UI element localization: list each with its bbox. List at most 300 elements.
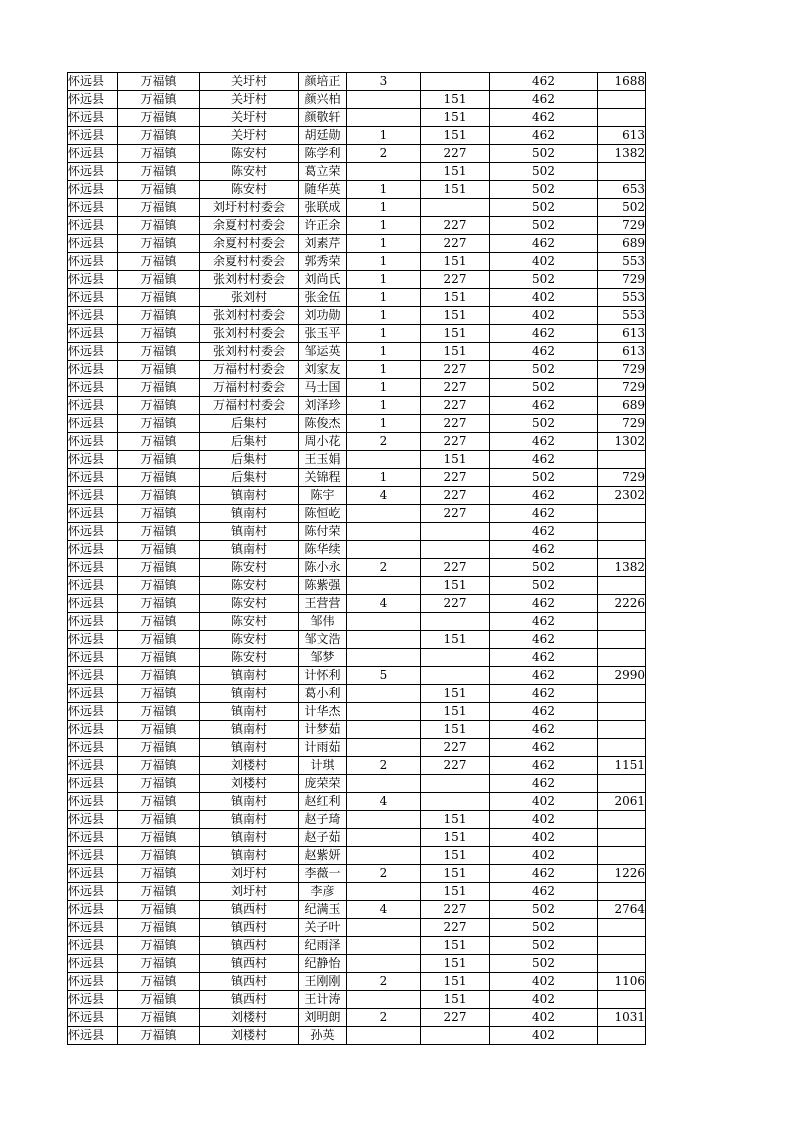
- amount-a-cell: 151: [421, 703, 490, 721]
- amount-b-cell: 462: [490, 631, 598, 649]
- village-cell: 陈安村: [200, 163, 299, 181]
- name-cell: 陈华续: [299, 541, 347, 559]
- total-cell: 553: [598, 307, 646, 325]
- village-cell: 张刘村: [200, 289, 299, 307]
- name-cell: 纪满玉: [299, 901, 347, 919]
- county-cell: 怀远县: [68, 739, 118, 757]
- amount-a-cell: 227: [421, 487, 490, 505]
- total-cell: 1031: [598, 1009, 646, 1027]
- amount-a-cell: [421, 541, 490, 559]
- count-cell: 2: [347, 1009, 421, 1027]
- county-cell: 怀远县: [68, 91, 118, 109]
- name-cell: 刘素芹: [299, 235, 347, 253]
- amount-a-cell: 151: [421, 127, 490, 145]
- county-cell: 怀远县: [68, 595, 118, 613]
- table-row: [68, 145, 646, 163]
- amount-a-cell: 227: [421, 433, 490, 451]
- count-cell: [347, 829, 421, 847]
- village-cell: 万福村村委会: [200, 361, 299, 379]
- amount-b-cell: 462: [490, 91, 598, 109]
- name-cell: 庞荣荣: [299, 775, 347, 793]
- total-cell: 613: [598, 325, 646, 343]
- town-cell: 万福镇: [118, 163, 200, 181]
- total-cell: 689: [598, 397, 646, 415]
- total-cell: 613: [598, 343, 646, 361]
- county-cell: 怀远县: [68, 253, 118, 271]
- county-cell: 怀远县: [68, 73, 118, 91]
- village-cell: 镇南村: [200, 811, 299, 829]
- name-cell: 李彦: [299, 883, 347, 901]
- count-cell: 3: [347, 73, 421, 91]
- table-row: [68, 541, 646, 559]
- total-cell: [598, 451, 646, 469]
- amount-b-cell: 502: [490, 271, 598, 289]
- town-cell: 万福镇: [118, 577, 200, 595]
- county-cell: 怀远县: [68, 883, 118, 901]
- village-cell: 刘楼村: [200, 775, 299, 793]
- amount-a-cell: 151: [421, 577, 490, 595]
- amount-a-cell: [421, 199, 490, 217]
- total-cell: 729: [598, 217, 646, 235]
- table-row: [68, 379, 646, 397]
- name-cell: 周小花: [299, 433, 347, 451]
- county-cell: 怀远县: [68, 703, 118, 721]
- village-cell: 镇西村: [200, 991, 299, 1009]
- count-cell: [347, 577, 421, 595]
- table-body: [68, 73, 646, 1045]
- town-cell: 万福镇: [118, 541, 200, 559]
- county-cell: 怀远县: [68, 469, 118, 487]
- town-cell: 万福镇: [118, 937, 200, 955]
- county-cell: 怀远县: [68, 721, 118, 739]
- town-cell: 万福镇: [118, 217, 200, 235]
- county-cell: 怀远县: [68, 955, 118, 973]
- amount-a-cell: 227: [421, 145, 490, 163]
- table-row: [68, 559, 646, 577]
- amount-b-cell: 402: [490, 1009, 598, 1027]
- table-row: [68, 577, 646, 595]
- town-cell: 万福镇: [118, 703, 200, 721]
- amount-a-cell: 227: [421, 217, 490, 235]
- amount-b-cell: 402: [490, 847, 598, 865]
- total-cell: [598, 883, 646, 901]
- count-cell: 1: [347, 235, 421, 253]
- name-cell: 刘功勋: [299, 307, 347, 325]
- total-cell: [598, 775, 646, 793]
- name-cell: 邹运英: [299, 343, 347, 361]
- name-cell: 刘家友: [299, 361, 347, 379]
- county-cell: 怀远县: [68, 865, 118, 883]
- amount-a-cell: 151: [421, 181, 490, 199]
- count-cell: [347, 703, 421, 721]
- county-cell: 怀远县: [68, 415, 118, 433]
- name-cell: 孙英: [299, 1027, 347, 1045]
- count-cell: [347, 775, 421, 793]
- name-cell: 邹文浩: [299, 631, 347, 649]
- village-cell: 关圩村: [200, 91, 299, 109]
- total-cell: [598, 523, 646, 541]
- county-cell: 怀远县: [68, 361, 118, 379]
- amount-b-cell: 502: [490, 361, 598, 379]
- county-cell: 怀远县: [68, 307, 118, 325]
- total-cell: 2226: [598, 595, 646, 613]
- amount-a-cell: 151: [421, 163, 490, 181]
- amount-b-cell: 462: [490, 775, 598, 793]
- count-cell: 1: [347, 271, 421, 289]
- amount-a-cell: 151: [421, 883, 490, 901]
- count-cell: [347, 163, 421, 181]
- table-row: [68, 901, 646, 919]
- count-cell: [347, 1027, 421, 1045]
- town-cell: 万福镇: [118, 1009, 200, 1027]
- town-cell: 万福镇: [118, 469, 200, 487]
- village-cell: 余夏村村委会: [200, 217, 299, 235]
- count-cell: 1: [347, 379, 421, 397]
- count-cell: [347, 883, 421, 901]
- village-cell: 余夏村村委会: [200, 235, 299, 253]
- name-cell: 张联成: [299, 199, 347, 217]
- name-cell: 王计涛: [299, 991, 347, 1009]
- name-cell: 邹伟: [299, 613, 347, 631]
- amount-a-cell: 227: [421, 505, 490, 523]
- table-row: [68, 847, 646, 865]
- county-cell: 怀远县: [68, 343, 118, 361]
- count-cell: 1: [347, 289, 421, 307]
- amount-a-cell: 227: [421, 757, 490, 775]
- town-cell: 万福镇: [118, 145, 200, 163]
- count-cell: 4: [347, 793, 421, 811]
- village-cell: 镇南村: [200, 523, 299, 541]
- table-row: [68, 739, 646, 757]
- table-row: [68, 361, 646, 379]
- town-cell: 万福镇: [118, 109, 200, 127]
- town-cell: 万福镇: [118, 793, 200, 811]
- table-row: [68, 217, 646, 235]
- amount-b-cell: 502: [490, 217, 598, 235]
- village-cell: 刘楼村: [200, 1009, 299, 1027]
- count-cell: 1: [347, 181, 421, 199]
- total-cell: [598, 109, 646, 127]
- name-cell: 陈俊杰: [299, 415, 347, 433]
- name-cell: 关子叶: [299, 919, 347, 937]
- count-cell: 4: [347, 487, 421, 505]
- village-cell: 张刘村村委会: [200, 325, 299, 343]
- total-cell: 653: [598, 181, 646, 199]
- table-row: [68, 919, 646, 937]
- amount-b-cell: 502: [490, 919, 598, 937]
- amount-a-cell: 227: [421, 379, 490, 397]
- table-row: [68, 1009, 646, 1027]
- amount-b-cell: 402: [490, 829, 598, 847]
- amount-a-cell: 227: [421, 361, 490, 379]
- amount-b-cell: 462: [490, 73, 598, 91]
- name-cell: 王玉娟: [299, 451, 347, 469]
- amount-b-cell: 462: [490, 325, 598, 343]
- table-row: [68, 487, 646, 505]
- table-row: [68, 469, 646, 487]
- town-cell: 万福镇: [118, 901, 200, 919]
- county-cell: 怀远县: [68, 451, 118, 469]
- amount-b-cell: 462: [490, 235, 598, 253]
- town-cell: 万福镇: [118, 811, 200, 829]
- amount-b-cell: 462: [490, 487, 598, 505]
- table-row: [68, 631, 646, 649]
- county-cell: 怀远县: [68, 379, 118, 397]
- table-row: [68, 883, 646, 901]
- village-cell: 陈安村: [200, 631, 299, 649]
- table-row: [68, 775, 646, 793]
- table-row: [68, 613, 646, 631]
- name-cell: 颜培正: [299, 73, 347, 91]
- amount-b-cell: 502: [490, 379, 598, 397]
- amount-a-cell: 227: [421, 415, 490, 433]
- amount-a-cell: 227: [421, 739, 490, 757]
- total-cell: [598, 829, 646, 847]
- table-row: [68, 757, 646, 775]
- amount-b-cell: 462: [490, 667, 598, 685]
- name-cell: 王营营: [299, 595, 347, 613]
- amount-b-cell: 402: [490, 793, 598, 811]
- total-cell: [598, 721, 646, 739]
- amount-b-cell: 462: [490, 757, 598, 775]
- village-cell: 张刘村村委会: [200, 343, 299, 361]
- county-cell: 怀远县: [68, 145, 118, 163]
- count-cell: 1: [347, 307, 421, 325]
- county-cell: 怀远县: [68, 757, 118, 775]
- name-cell: 葛小利: [299, 685, 347, 703]
- name-cell: 陈付荣: [299, 523, 347, 541]
- amount-b-cell: 502: [490, 199, 598, 217]
- total-cell: 553: [598, 289, 646, 307]
- name-cell: 随华英: [299, 181, 347, 199]
- village-cell: 刘楼村: [200, 757, 299, 775]
- amount-b-cell: 502: [490, 937, 598, 955]
- village-cell: 万福村村委会: [200, 379, 299, 397]
- name-cell: 颜敬轩: [299, 109, 347, 127]
- village-cell: 关圩村: [200, 109, 299, 127]
- total-cell: 553: [598, 253, 646, 271]
- total-cell: 2764: [598, 901, 646, 919]
- amount-a-cell: 151: [421, 631, 490, 649]
- village-cell: 镇南村: [200, 703, 299, 721]
- town-cell: 万福镇: [118, 775, 200, 793]
- name-cell: 赵紫妍: [299, 847, 347, 865]
- count-cell: [347, 541, 421, 559]
- amount-b-cell: 502: [490, 181, 598, 199]
- town-cell: 万福镇: [118, 523, 200, 541]
- village-cell: 刘圩村: [200, 883, 299, 901]
- total-cell: [598, 847, 646, 865]
- name-cell: 纪静怡: [299, 955, 347, 973]
- amount-a-cell: [421, 523, 490, 541]
- town-cell: 万福镇: [118, 667, 200, 685]
- county-cell: 怀远县: [68, 775, 118, 793]
- amount-a-cell: 151: [421, 325, 490, 343]
- town-cell: 万福镇: [118, 721, 200, 739]
- name-cell: 张金伍: [299, 289, 347, 307]
- village-cell: 后集村: [200, 469, 299, 487]
- county-cell: 怀远县: [68, 397, 118, 415]
- amount-b-cell: 462: [490, 523, 598, 541]
- total-cell: 689: [598, 235, 646, 253]
- town-cell: 万福镇: [118, 415, 200, 433]
- count-cell: 1: [347, 343, 421, 361]
- total-cell: [598, 937, 646, 955]
- town-cell: 万福镇: [118, 289, 200, 307]
- county-cell: 怀远县: [68, 937, 118, 955]
- table-row: [68, 163, 646, 181]
- town-cell: 万福镇: [118, 1027, 200, 1045]
- count-cell: 1: [347, 217, 421, 235]
- county-cell: 怀远县: [68, 199, 118, 217]
- total-cell: [598, 613, 646, 631]
- village-cell: 陈安村: [200, 181, 299, 199]
- county-cell: 怀远县: [68, 541, 118, 559]
- total-cell: [598, 955, 646, 973]
- amount-a-cell: 151: [421, 307, 490, 325]
- amount-b-cell: 462: [490, 505, 598, 523]
- town-cell: 万福镇: [118, 271, 200, 289]
- table-row: [68, 649, 646, 667]
- village-cell: 镇南村: [200, 847, 299, 865]
- table-row: [68, 109, 646, 127]
- village-cell: 陈安村: [200, 577, 299, 595]
- table-row: [68, 127, 646, 145]
- total-cell: [598, 811, 646, 829]
- table-row: [68, 235, 646, 253]
- county-cell: 怀远县: [68, 487, 118, 505]
- name-cell: 葛立荣: [299, 163, 347, 181]
- amount-b-cell: 502: [490, 469, 598, 487]
- count-cell: [347, 523, 421, 541]
- county-cell: 怀远县: [68, 127, 118, 145]
- table-row: [68, 829, 646, 847]
- village-cell: 镇南村: [200, 541, 299, 559]
- name-cell: 陈宇: [299, 487, 347, 505]
- county-cell: 怀远县: [68, 649, 118, 667]
- county-cell: 怀远县: [68, 181, 118, 199]
- total-cell: [598, 577, 646, 595]
- village-cell: 镇南村: [200, 667, 299, 685]
- name-cell: 王刚刚: [299, 973, 347, 991]
- count-cell: 1: [347, 415, 421, 433]
- town-cell: 万福镇: [118, 559, 200, 577]
- count-cell: 1: [347, 361, 421, 379]
- amount-b-cell: 462: [490, 703, 598, 721]
- amount-a-cell: 227: [421, 1009, 490, 1027]
- town-cell: 万福镇: [118, 505, 200, 523]
- amount-b-cell: 502: [490, 577, 598, 595]
- county-cell: 怀远县: [68, 919, 118, 937]
- town-cell: 万福镇: [118, 73, 200, 91]
- name-cell: 邹梦: [299, 649, 347, 667]
- total-cell: [598, 703, 646, 721]
- town-cell: 万福镇: [118, 127, 200, 145]
- table-row: [68, 91, 646, 109]
- table-row: [68, 271, 646, 289]
- village-cell: 镇南村: [200, 487, 299, 505]
- town-cell: 万福镇: [118, 865, 200, 883]
- town-cell: 万福镇: [118, 235, 200, 253]
- total-cell: 729: [598, 415, 646, 433]
- village-cell: 镇南村: [200, 505, 299, 523]
- count-cell: [347, 919, 421, 937]
- total-cell: [598, 685, 646, 703]
- amount-a-cell: 151: [421, 451, 490, 469]
- name-cell: 赵子茹: [299, 829, 347, 847]
- name-cell: 纪雨泽: [299, 937, 347, 955]
- village-cell: 镇南村: [200, 829, 299, 847]
- amount-b-cell: 402: [490, 811, 598, 829]
- amount-b-cell: 462: [490, 883, 598, 901]
- table-row: [68, 721, 646, 739]
- table-row: [68, 973, 646, 991]
- amount-a-cell: 227: [421, 595, 490, 613]
- count-cell: [347, 721, 421, 739]
- name-cell: 赵红利: [299, 793, 347, 811]
- village-cell: 张刘村村委会: [200, 307, 299, 325]
- amount-b-cell: 462: [490, 343, 598, 361]
- amount-a-cell: 151: [421, 91, 490, 109]
- count-cell: 1: [347, 127, 421, 145]
- count-cell: [347, 685, 421, 703]
- total-cell: 1151: [598, 757, 646, 775]
- count-cell: [347, 991, 421, 1009]
- village-cell: 刘楼村: [200, 1027, 299, 1045]
- table-row: [68, 307, 646, 325]
- count-cell: [347, 955, 421, 973]
- amount-b-cell: 502: [490, 559, 598, 577]
- village-cell: 后集村: [200, 433, 299, 451]
- table-row: [68, 433, 646, 451]
- county-cell: 怀远县: [68, 829, 118, 847]
- amount-b-cell: 462: [490, 541, 598, 559]
- table-row: [68, 937, 646, 955]
- table-row: [68, 955, 646, 973]
- amount-b-cell: 502: [490, 163, 598, 181]
- total-cell: 502: [598, 199, 646, 217]
- amount-a-cell: 151: [421, 955, 490, 973]
- count-cell: 2: [347, 145, 421, 163]
- total-cell: [598, 1027, 646, 1045]
- amount-a-cell: 227: [421, 469, 490, 487]
- county-cell: 怀远县: [68, 973, 118, 991]
- amount-b-cell: 402: [490, 973, 598, 991]
- amount-a-cell: 151: [421, 937, 490, 955]
- name-cell: 陈学利: [299, 145, 347, 163]
- table-row: [68, 1027, 646, 1045]
- count-cell: 4: [347, 901, 421, 919]
- roster-table: [67, 72, 646, 1045]
- table-row: [68, 991, 646, 1009]
- count-cell: [347, 649, 421, 667]
- amount-b-cell: 462: [490, 613, 598, 631]
- county-cell: 怀远县: [68, 1009, 118, 1027]
- county-cell: 怀远县: [68, 631, 118, 649]
- total-cell: [598, 991, 646, 1009]
- village-cell: 镇南村: [200, 739, 299, 757]
- county-cell: 怀远县: [68, 433, 118, 451]
- count-cell: [347, 451, 421, 469]
- table-row: [68, 451, 646, 469]
- name-cell: 李薇一: [299, 865, 347, 883]
- town-cell: 万福镇: [118, 883, 200, 901]
- village-cell: 关圩村: [200, 73, 299, 91]
- amount-a-cell: 151: [421, 973, 490, 991]
- total-cell: [598, 919, 646, 937]
- village-cell: 陈安村: [200, 145, 299, 163]
- name-cell: 计梦茹: [299, 721, 347, 739]
